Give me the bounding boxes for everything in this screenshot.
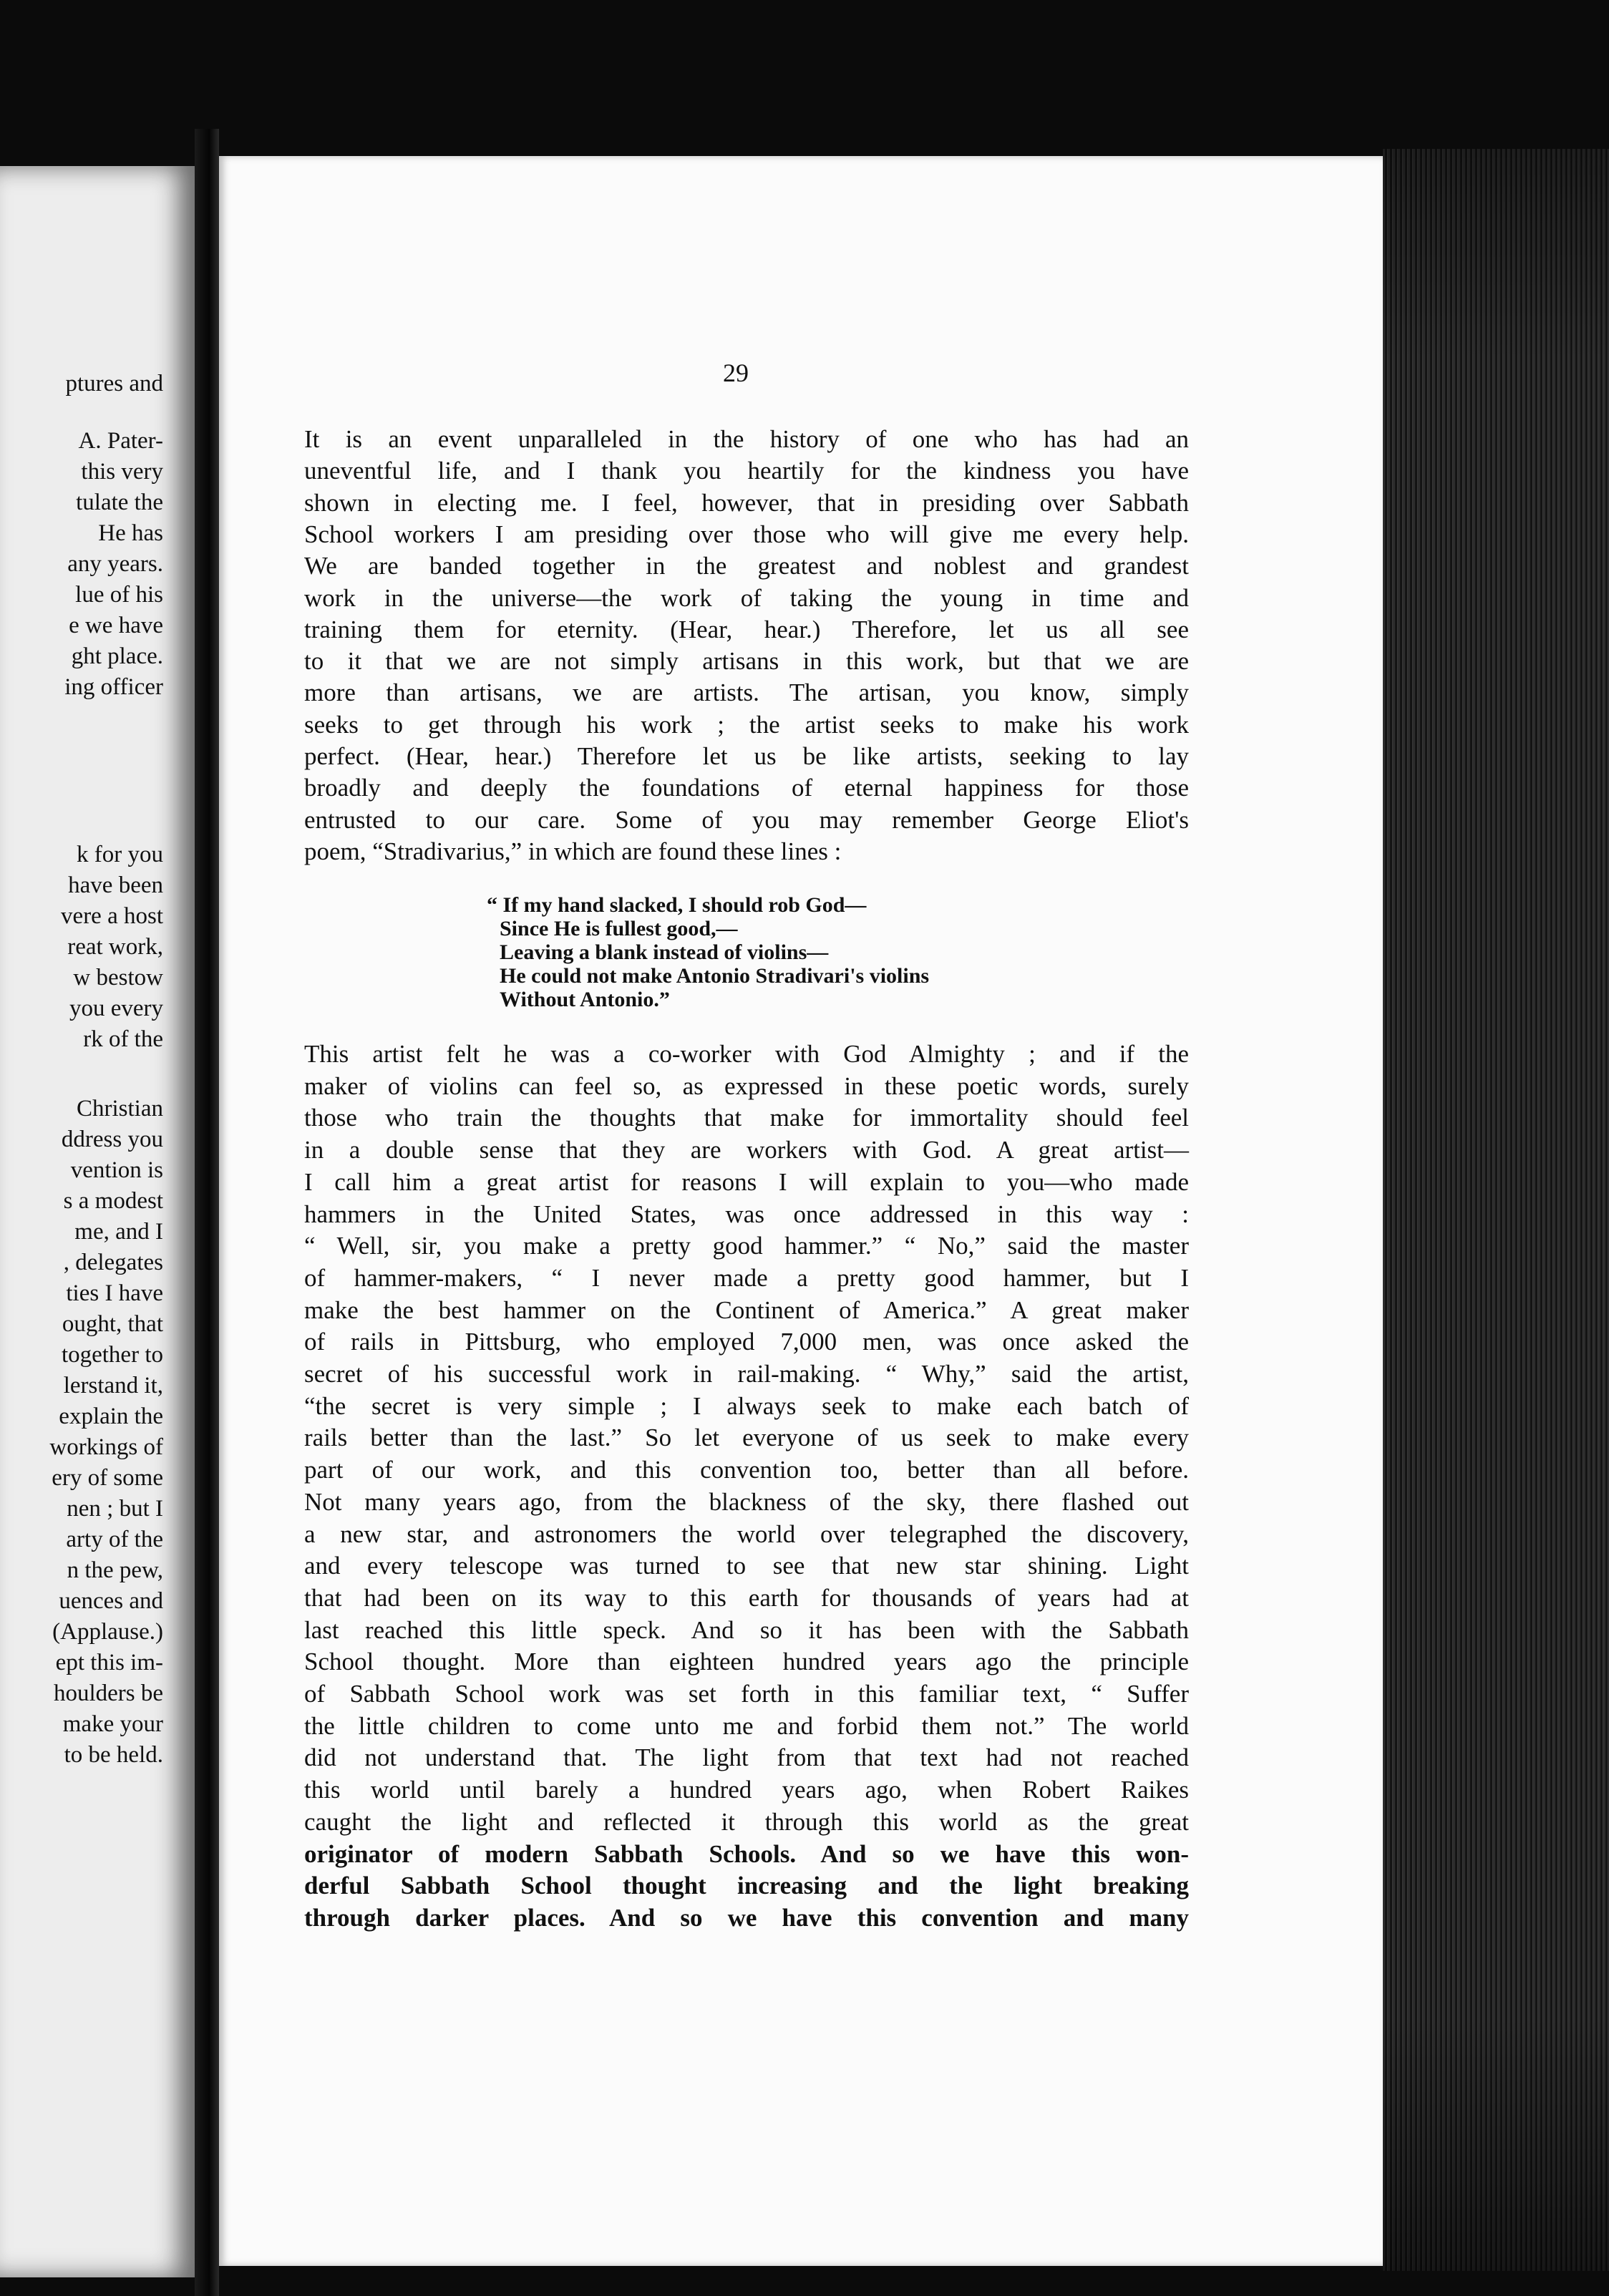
text-line: I call him a great artist for reasons I will explain to you—who made <box>304 1167 1189 1196</box>
facing-page-line: arty of the <box>66 1527 163 1552</box>
facing-page-line: ery of some <box>52 1465 163 1491</box>
text-line: of hammer-makers, “ I never made a pretty good hammer, but I <box>304 1263 1189 1292</box>
page-block-edges <box>1383 149 1609 2271</box>
text-line: of Sabbath School work was set forth in this familiar text, “ Suffer <box>304 1680 1189 1708</box>
text-line: seeks to get through his work ; the artist seeks to make his work <box>304 710 1189 739</box>
facing-page-line: houlders be <box>53 1680 163 1706</box>
facing-page-line: Christian <box>77 1096 163 1122</box>
text-line: that had been on its way to this earth for thousands of years had at <box>304 1583 1189 1612</box>
facing-page-line: ptures and <box>65 371 163 397</box>
text-line: derful Sabbath School thought increasing and the light breaking <box>304 1872 1189 1900</box>
text-line: more than artisans, we are artists. The artisan, you know, simply <box>304 678 1189 707</box>
text-line: poem, “Stradivarius,” in which are found these lines : <box>304 837 842 865</box>
verse-line: “ If my hand slacked, I should rob God— <box>487 893 867 917</box>
text-line: this world until barely a hundred years ago, when Robert Raikes <box>304 1776 1189 1804</box>
text-line: originator of modern Sabbath Schools. And so we have this won- <box>304 1839 1189 1868</box>
facing-page-line: this very <box>81 459 163 485</box>
facing-page-line: vere a host <box>61 903 163 929</box>
facing-page-line: rk of the <box>83 1026 163 1052</box>
text-line: rails better than the last.” So let everyone of us seek to make every <box>304 1424 1189 1452</box>
text-line: It is an event unparalleled in the history of one who has had an <box>304 425 1189 453</box>
text-line: broadly and deeply the foundations of eternal happiness for those <box>304 774 1189 802</box>
facing-page-line: lue of his <box>75 582 163 608</box>
facing-page-line: (Applause.) <box>52 1619 163 1645</box>
text-line: entrusted to our care. Some of you may remember George Eliot's <box>304 805 1189 834</box>
text-line: work in the universe—the work of taking the young in time and <box>304 583 1189 612</box>
text-line: make the best hammer on the Continent of America.” A great maker <box>304 1295 1189 1324</box>
text-line: those who train the thoughts that make for immortality should feel <box>304 1104 1189 1132</box>
facing-page-line: A. Pater- <box>78 428 163 454</box>
text-line: maker of violins can feel so, as expressed in these poetic words, surely <box>304 1071 1189 1100</box>
facing-page-line: to be held. <box>64 1742 163 1768</box>
facing-page-line: ept this im- <box>55 1650 163 1675</box>
text-line: the little children to come unto me and forbid them not.” The world <box>304 1711 1189 1740</box>
text-line: This artist felt he was a co-worker with God Almighty ; and if the <box>304 1040 1189 1068</box>
text-line: part of our work, and this convention too, better than all before. <box>304 1456 1189 1484</box>
text-line: School workers I am presiding over those who will give me every help. <box>304 520 1189 548</box>
facing-page-line: tulate the <box>76 490 163 515</box>
text-line: secret of his successful work in rail-making. “ Why,” said the artist, <box>304 1360 1189 1388</box>
facing-page-line: have been <box>68 872 163 898</box>
facing-page-line: workings of <box>49 1434 163 1460</box>
text-line: uneventful life, and I thank you heartily for the kindness you have <box>304 457 1189 485</box>
text-line: to it that we are not simply artisans in this work, but that we are <box>304 647 1189 676</box>
facing-page-line: together to <box>61 1342 163 1368</box>
text-line: training them for eternity. (Hear, hear.) Therefore, let us all see <box>304 615 1189 643</box>
facing-page <box>0 166 195 2277</box>
text-line: We are banded together in the greatest and noblest and grandest <box>304 552 1189 580</box>
text-line: of rails in Pittsburg, who employed 7,000 men, was once asked the <box>304 1328 1189 1356</box>
facing-page-line: you every <box>69 996 163 1021</box>
facing-page-line: ties I have <box>66 1280 163 1306</box>
text-line: and every telescope was turned to see that new star shining. Light <box>304 1552 1189 1580</box>
text-line: shown in electing me. I feel, however, that in presiding over Sabbath <box>304 488 1189 517</box>
text-line: through darker places. And so we have this convention and many <box>304 1903 1189 1932</box>
facing-page-line: n the pew, <box>67 1557 163 1583</box>
facing-page-line: ddress you <box>61 1127 163 1152</box>
text-line: did not understand that. The light from that text had not reached <box>304 1743 1189 1772</box>
text-line: hammers in the United States, was once addressed in this way : <box>304 1200 1189 1228</box>
text-line: “ Well, sir, you make a pretty good hammer.” “ No,” said the master <box>304 1232 1189 1260</box>
page-number: 29 <box>723 359 749 387</box>
verse-line: Leaving a blank instead of violins— <box>500 940 829 964</box>
facing-page-line: me, and I <box>74 1219 163 1245</box>
facing-page-line: any years. <box>67 551 163 577</box>
facing-page-line: vention is <box>70 1157 163 1183</box>
facing-page-line: w bestow <box>73 965 163 991</box>
book-gutter <box>195 129 219 2296</box>
text-line: School thought. More than eighteen hundred years ago the principle <box>304 1648 1189 1676</box>
text-line: perfect. (Hear, hear.) Therefore let us be like artists, seeking to lay <box>304 742 1189 770</box>
facing-page-line: lerstand it, <box>63 1373 163 1398</box>
text-line: “the secret is very simple ; I always seek to make each batch of <box>304 1391 1189 1420</box>
facing-page-line: ght place. <box>71 643 163 669</box>
text-line: last reached this little speck. And so it has been with the Sabbath <box>304 1615 1189 1644</box>
text-line: caught the light and reflected it through this world as the great <box>304 1807 1189 1836</box>
verse-line: Since He is fullest good,— <box>500 917 738 940</box>
facing-page-line: make your <box>62 1711 163 1737</box>
text-line: in a double sense that they are workers with God. A great artist— <box>304 1136 1189 1164</box>
facing-page-line: ought, that <box>62 1311 163 1337</box>
facing-page-text <box>0 166 188 2277</box>
facing-page-line: explain the <box>59 1404 163 1429</box>
text-line: Not many years ago, from the blackness of the sky, there flashed out <box>304 1487 1189 1516</box>
facing-page-line: reat work, <box>67 934 163 960</box>
facing-page-line: e we have <box>69 613 163 638</box>
facing-page-line: k for you <box>77 842 163 867</box>
facing-page-line: nen ; but I <box>67 1496 163 1522</box>
facing-page-line: uences and <box>59 1588 163 1614</box>
verse-line: Without Antonio.” <box>500 988 670 1011</box>
facing-page-line: He has <box>98 520 163 546</box>
verse-line: He could not make Antonio Stradivari's violins <box>500 964 930 988</box>
facing-page-line: s a modest <box>63 1188 163 1214</box>
text-line: a new star, and astronomers the world over telegraphed the discovery, <box>304 1519 1189 1548</box>
facing-page-line: , delegates <box>63 1250 163 1275</box>
facing-page-line: ing officer <box>64 674 163 700</box>
